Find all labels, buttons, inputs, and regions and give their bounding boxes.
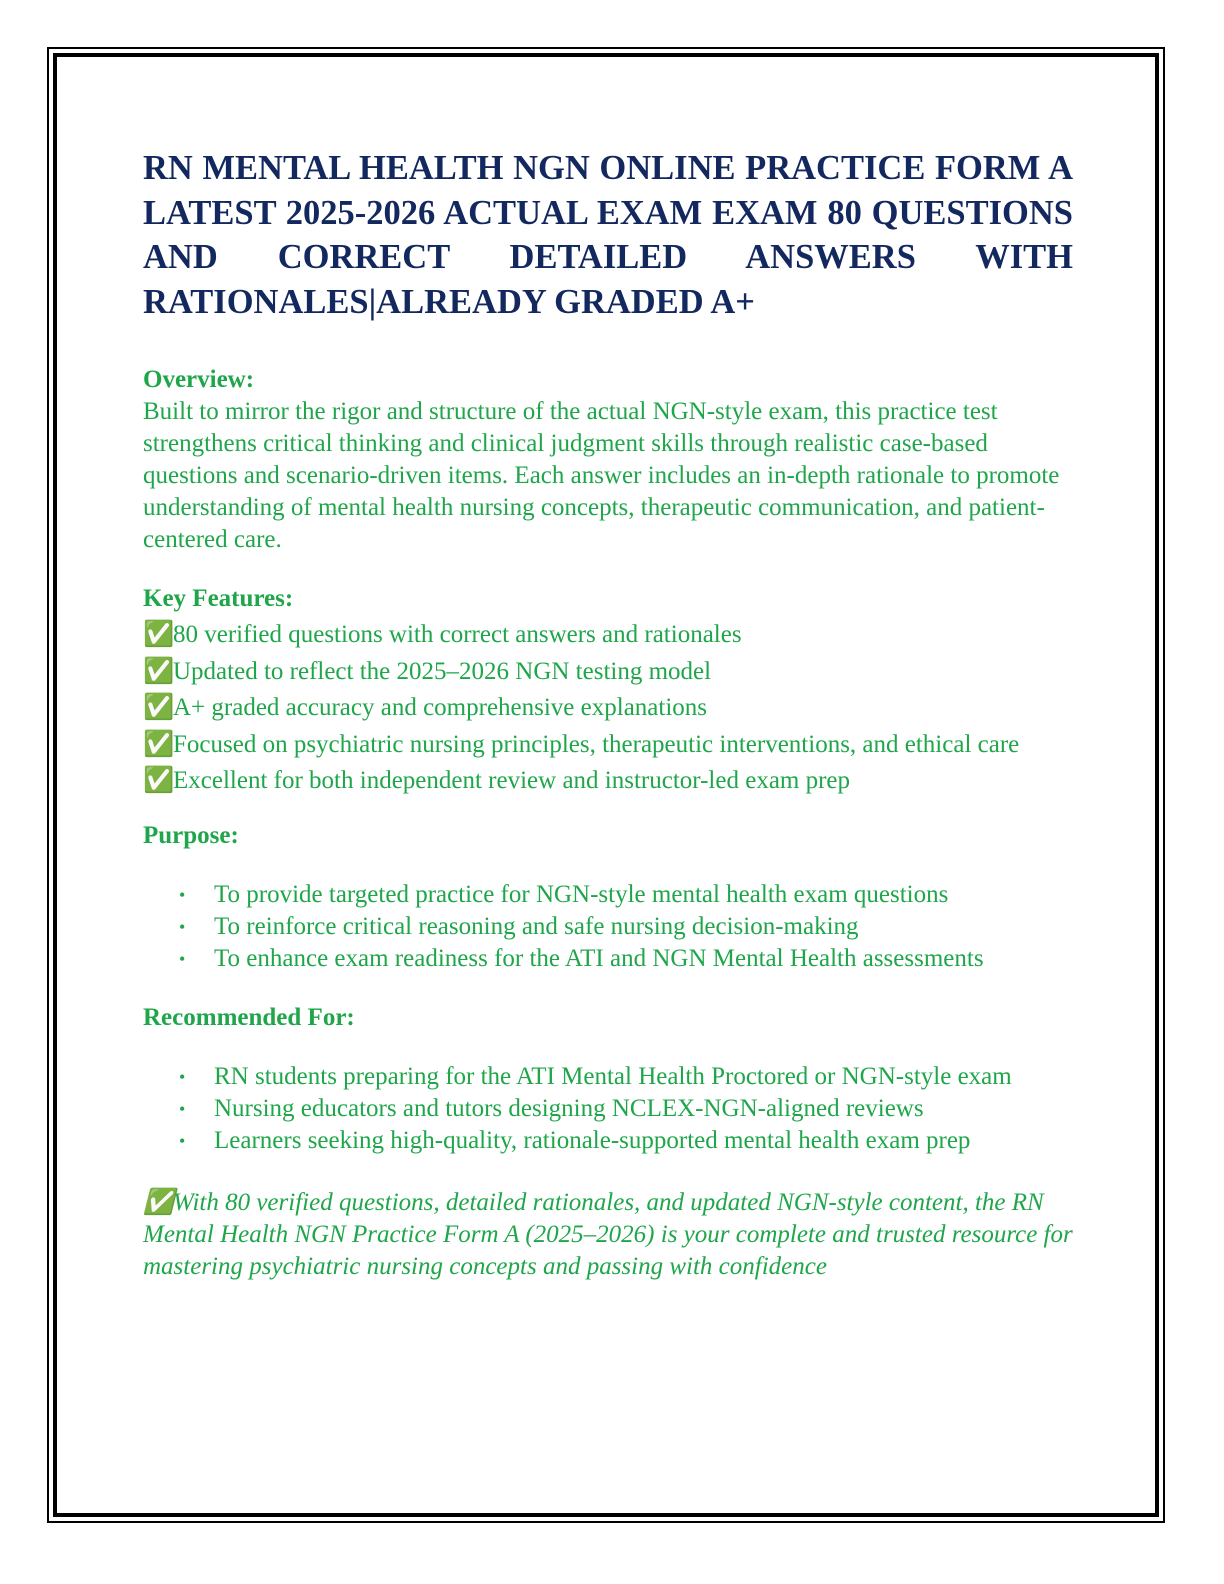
check-icon: ✅ [143, 694, 175, 721]
recommended-for-heading: Recommended For: [143, 1003, 355, 1031]
list-item: • RN students preparing for the ATI Mental Health Proctored or NGN-style exam [143, 1061, 1073, 1093]
list-item: • Learners seeking high-quality, rationale-supported mental health exam prep [143, 1125, 1073, 1157]
list-item: • Nursing educators and tutors designing NCLEX-NGN-aligned reviews [143, 1093, 1073, 1125]
check-icon: ✅ [143, 657, 175, 685]
bullet-icon: • [179, 916, 186, 937]
document-title: RN MENTAL HEALTH NGN ONLINE PRACTICE FORM A LATEST 2025-2026 ACTUAL EXAM EXAM 80 QUESTIONS AND CORRECT DETAILED ANSWERS WITH RATIONALES|ALREADY GRADED A+ [143, 149, 1073, 321]
list-item: ✅Focused on psychiatric nursing principles, therapeutic interventions, and ethical care [143, 729, 1073, 761]
overview-text: Built to mirror the rigor and structure of the actual NGN-style exam, this practice test strengthens critical thinking and clinical judgment skills through realistic case-based questions and scenario-driven items. Each answer includes an in-depth rationale to promote understanding of mental health nursing concepts, therapeutic communication, and patient-centered care. [143, 398, 1060, 553]
check-icon: ✅ [143, 1188, 175, 1216]
key-features-list [143, 619, 1073, 797]
closing-statement: ✅With 80 verified questions, detailed rationales, and updated NGN-style content, the RN Mental Health NGN Practice Form A (2025–2026) is your complete and trusted resource for mastering psychiatric nursing concepts and passing with confidence [143, 1188, 1073, 1280]
bullet-icon: • [179, 948, 186, 969]
list-item: • To reinforce critical reasoning and safe nursing decision-making [143, 911, 1073, 943]
list-item: • To provide targeted practice for NGN-style mental health exam questions [143, 879, 1073, 911]
list-item: ✅Excellent for both independent review and instructor-led exam prep [143, 765, 1073, 797]
bullet-icon: • [179, 1130, 186, 1151]
overview-heading: Overview: [143, 366, 255, 393]
check-icon: ✅ [143, 621, 175, 648]
key-features-heading: Key Features: [143, 585, 294, 612]
list-item: ✅80 verified questions with correct answers and rationales [143, 619, 1073, 651]
bullet-icon: • [179, 884, 186, 905]
list-item: ✅A+ graded accuracy and comprehensive explanations [143, 692, 1073, 724]
bullet-icon: • [179, 1098, 186, 1119]
check-icon: ✅ [143, 767, 175, 794]
check-icon: ✅ [143, 730, 175, 758]
document-content [143, 146, 1073, 1283]
list-item: • To enhance exam readiness for the ATI and NGN Mental Health assessments [143, 943, 1073, 975]
list-item: ✅Updated to reflect the 2025–2026 NGN testing model [143, 656, 1073, 688]
bullet-icon: • [179, 1066, 186, 1087]
recommended-for-list [143, 1061, 1073, 1157]
purpose-list [143, 879, 1073, 975]
purpose-heading: Purpose: [143, 821, 239, 849]
